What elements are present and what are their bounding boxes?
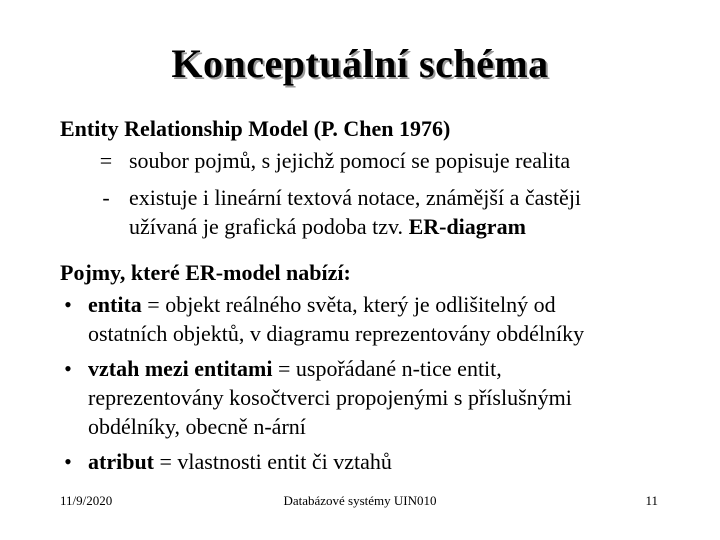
- vztah-definition: uspořádané n-tice entit,: [295, 356, 502, 381]
- definition-text: soubor pojmů, s jejichž pomocí se popisuje realita: [129, 148, 571, 173]
- section-er-model: [60, 114, 690, 244]
- bullet-icon: •: [64, 356, 72, 381]
- slide-title: Konceptuální schéma: [171, 41, 549, 86]
- term-vztah: vztah mezi entitami: [88, 356, 273, 381]
- dash-marker: -: [102, 185, 110, 210]
- equals-sign: =: [154, 449, 178, 474]
- equals-marker: =: [99, 148, 113, 173]
- footer-date: 11/9/2020: [60, 493, 113, 508]
- atribut-definition: vlastnosti entit či vztahů: [177, 449, 392, 474]
- bullet-icon: •: [64, 449, 72, 474]
- entita-definition: objekt reálného světa, který je odlišitelný od: [165, 292, 556, 317]
- notation-text-line-2: [129, 212, 526, 241]
- footer-course: Databázové systémy UIN010: [283, 493, 437, 508]
- term-entita: entita: [88, 292, 142, 317]
- bullet-entita-line-2: ostatních objektů, v diagramu reprezentovány obdélníky: [88, 321, 585, 346]
- section-er-concepts: [60, 258, 690, 478]
- notation-item: [92, 183, 692, 243]
- footer-page-number: 11: [645, 493, 658, 508]
- bullet-vztah: [60, 354, 690, 441]
- bullet-vztah-line-3: obdélníky, obecně n-ární: [88, 414, 306, 439]
- section-heading-concepts: Pojmy, které ER-model nabízí:: [60, 260, 351, 285]
- er-diagram-term: ER-diagram: [408, 214, 526, 239]
- section-heading-er-model: Entity Relationship Model (P. Chen 1976): [60, 116, 451, 141]
- notation-text-line-1: existuje i lineární textová notace, známější a častěji: [129, 185, 582, 210]
- bullet-atribut: [60, 447, 690, 476]
- bullet-icon: •: [64, 292, 72, 317]
- equals-sign: =: [272, 356, 296, 381]
- bullet-atribut-line-1: [88, 447, 392, 476]
- bullet-vztah-line-1: [88, 354, 502, 383]
- term-atribut: atribut: [88, 449, 154, 474]
- definition-item: [92, 146, 692, 175]
- notation-text-line-2-main: užívaná je grafická podoba tzv.: [129, 214, 409, 239]
- bullet-entita-line-1: [88, 290, 556, 319]
- bullet-entita: [60, 290, 690, 348]
- bullet-vztah-line-2: reprezentovány kosočtverci propojenými s příslušnými: [88, 385, 572, 410]
- equals-sign: =: [141, 292, 166, 317]
